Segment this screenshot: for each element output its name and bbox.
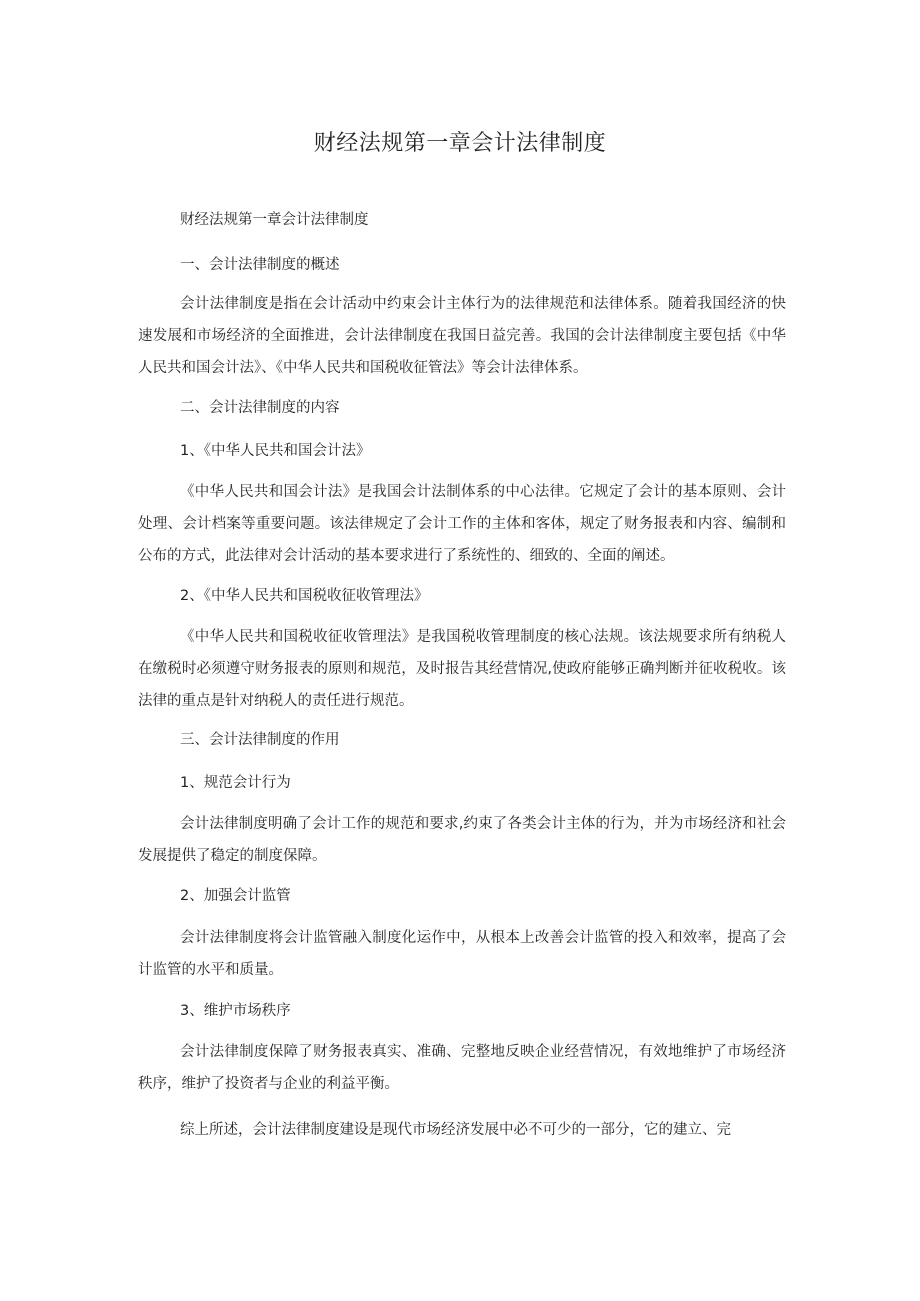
section-heading-1: 一、会计法律制度的概述 (180, 257, 340, 273)
subsection-paragraph-3-2: 会计法律制度将会计监管融入制度化运作中，从根本上改善会计监管的投入和效率，提高了会计监管的水平和质量。 (138, 930, 786, 978)
subsection-paragraph-3-3: 会计法律制度保障了财务报表真实、准确、完整地反映企业经营情况，有效地维护了市场经济秩序，维护了投资者与企业的利益平衡。 (138, 1044, 786, 1092)
subsection-heading-3-1: 1、规范会计行为 (180, 775, 291, 791)
subsection-paragraph-3-1: 会计法律制度明确了会计工作的规范和要求,约束了各类会计主体的行为，并为市场经济和社会发展提供了稳定的制度保障。 (138, 816, 786, 864)
document-title: 财经法规第一章会计法律制度 (313, 131, 607, 156)
section-paragraph-1: 会计法律制度是指在会计活动中约束会计主体行为的法律规范和法律体系。随着我国经济的快速发展和市场经济的全面推进，会计法律制度在我国日益完善。我国的会计法律制度主要包括《中华人民共和国会计法》、《中华人民共和国税收征管法》等会计法律体系。 (138, 296, 786, 376)
conclusion-paragraph: 综上所述，会计法律制度建设是现代市场经济发展中必不可少的一部分，它的建立、完 (180, 1122, 731, 1138)
section-heading-2: 二、会计法律制度的内容 (180, 400, 340, 416)
subsection-heading-3-3: 3、维护市场秩序 (180, 1003, 291, 1019)
subsection-heading-2-2: 2、《中华人民共和国税收征收管理法》 (180, 588, 429, 604)
subsection-heading-2-1: 1、《中华人民共和国会计法》 (180, 443, 371, 459)
subsection-paragraph-2-1: 《中华人民共和国会计法》是我国会计法制体系的中心法律。它规定了会计的基本原则、会计处理、会计档案等重要问题。该法律规定了会计工作的主体和客体，规定了财务报表和内容、编制和公布的方式，此法律对会计活动的基本要求进行了系统性的、细致的、全面的阐述。 (138, 484, 786, 564)
section-heading-3: 三、会计法律制度的作用 (180, 732, 340, 748)
document-subtitle: 财经法规第一章会计法律制度 (180, 212, 369, 228)
subsection-paragraph-2-2: 《中华人民共和国税收征收管理法》是我国税收管理制度的核心法规。该法规要求所有纳税人在缴税时必须遵守财务报表的原则和规范，及时报告其经营情况,使政府能够正确判断并征收税收。该法律的重点是针对纳税人的责任进行规范。 (138, 629, 786, 709)
subsection-heading-3-2: 2、加强会计监管 (180, 888, 291, 904)
